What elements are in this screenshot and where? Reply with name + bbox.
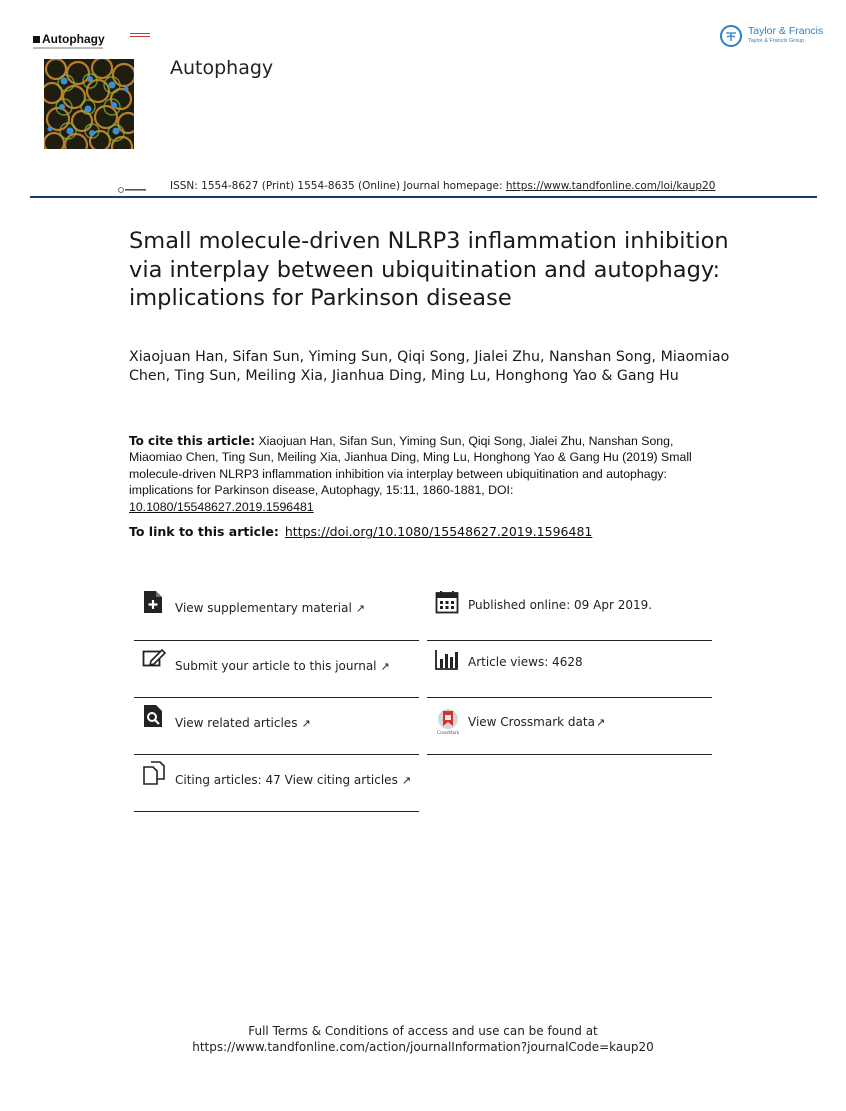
row-divider bbox=[427, 754, 712, 756]
brand-name: Autophagy bbox=[42, 32, 105, 46]
bar-chart-icon bbox=[435, 647, 457, 671]
article-views-row bbox=[427, 641, 712, 698]
article-doi-link[interactable]: https://doi.org/10.1080/15548627.2019.1596481 bbox=[284, 524, 593, 539]
publisher-logo-icon bbox=[720, 25, 742, 47]
citing-label: Citing articles: 47 View citing articles bbox=[175, 773, 398, 787]
external-link-icon: ↗︎ bbox=[380, 660, 390, 673]
link-label: To link to this article: bbox=[129, 524, 279, 539]
citing-articles-row[interactable] bbox=[134, 755, 419, 812]
submit-article-row[interactable] bbox=[134, 641, 419, 698]
views-label: Article views: 4628 bbox=[468, 655, 583, 669]
external-link-icon: ↗︎ bbox=[301, 717, 311, 730]
add-file-icon bbox=[142, 590, 164, 614]
brand-logo bbox=[33, 32, 105, 46]
external-link-icon: ↗︎ bbox=[595, 716, 606, 729]
terms-footer bbox=[0, 1024, 846, 1055]
published-online-row bbox=[427, 584, 712, 641]
article-title: Small molecule-driven NLRP3 inflammation inhibition via interplay between ubiquitination and autophagy: implications for Parkinson disease bbox=[129, 228, 729, 311]
edit-icon bbox=[142, 647, 164, 671]
citation-doi-link[interactable]: 10.1080/15548627.2019.1596481 bbox=[129, 499, 314, 514]
brand-mark bbox=[130, 33, 150, 39]
search-document-icon bbox=[142, 704, 164, 728]
journal-homepage-link[interactable]: https://www.tandfonline.com/loi/kaup20 bbox=[505, 180, 716, 192]
publisher-name: Taylor & Francis bbox=[748, 25, 824, 37]
publisher-logo-text bbox=[748, 26, 823, 44]
external-link-icon: ↗︎ bbox=[355, 602, 365, 615]
row-divider bbox=[134, 811, 419, 813]
small-publisher-mark bbox=[118, 178, 148, 184]
supplementary-material-row[interactable] bbox=[134, 584, 419, 641]
calendar-icon bbox=[435, 590, 457, 614]
citation-label: To cite this article: bbox=[129, 434, 256, 448]
citation-text: Xiaojuan Han, Sifan Sun, Yiming Sun, Qiqi Song, Jialei Zhu, Nanshan Song, Miaomiao Chen, Ting Sun, Meiling Xia, Jianhua Ding, Ming Lu, Honghong Yao & Gang Hu (2019) Small molecule-driven NLRP3 inflammation inhibition via interplay between ubiquitination and autophagy: implications for Parkinson disease, Autophagy, 15:11, 1860-1881, DOI: bbox=[129, 434, 692, 498]
supplementary-label: View supplementary material bbox=[175, 601, 352, 615]
related-label: View related articles bbox=[175, 716, 298, 730]
article-authors: Xiaojuan Han, Sifan Sun, Yiming Sun, Qiqi Song, Jialei Zhu, Nanshan Song, Miaomiao Chen, Ting Sun, Meiling Xia, Jianhua Ding, Ming Lu, Honghong Yao & Gang Hu bbox=[129, 349, 730, 384]
crossmark-row[interactable] bbox=[427, 698, 712, 755]
published-label: Published online: 09 Apr 2019. bbox=[468, 598, 653, 612]
header-divider bbox=[30, 196, 817, 198]
issn-text: ISSN: 1554-8627 (Print) 1554-8635 (Online) Journal homepage: bbox=[170, 180, 503, 192]
submit-label: Submit your article to this journal bbox=[175, 659, 377, 673]
copy-documents-icon bbox=[142, 761, 164, 785]
citation-block bbox=[129, 433, 719, 515]
journal-title: Autophagy bbox=[170, 57, 274, 79]
crossmark-label: View Crossmark data bbox=[468, 715, 595, 729]
brand-subtitle-bar bbox=[33, 47, 103, 49]
publisher-subtitle: Taylor & Francis Group bbox=[748, 37, 805, 44]
article-link-line bbox=[129, 524, 592, 539]
terms-line: Full Terms & Conditions of access and use can be found at bbox=[248, 1024, 598, 1038]
terms-link[interactable]: https://www.tandfonline.com/action/journalInformation?journalCode=kaup20 bbox=[192, 1039, 654, 1054]
external-link-icon: ↗︎ bbox=[401, 774, 412, 787]
issn-line bbox=[170, 180, 715, 192]
related-articles-row[interactable] bbox=[134, 698, 419, 755]
brand-square-icon bbox=[33, 36, 40, 43]
crossmark-icon bbox=[434, 708, 462, 740]
journal-cover-image bbox=[44, 59, 134, 149]
crossmark-logo-text: CrossMark bbox=[436, 731, 460, 736]
